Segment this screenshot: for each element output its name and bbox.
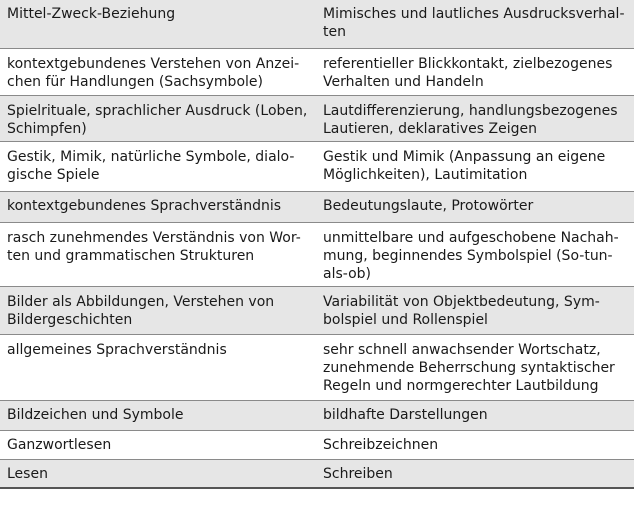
right-cell: referentieller Blickkontakt, zielbezogenes Verhalten und Handeln	[323, 55, 613, 90]
right-cell: Variabilität von Objektbedeutung, Sym- bolspiel und Rollenspiel	[323, 293, 600, 328]
left-cell: Lesen	[7, 465, 48, 482]
table-row	[0, 459, 634, 488]
table-row	[0, 48, 634, 95]
left-cell: Ganzwortlesen	[7, 436, 112, 453]
left-cell: Bildzeichen und Symbole	[7, 406, 184, 423]
right-cell: Schreibzeichnen	[323, 436, 439, 453]
right-cell: Lautdifferenzierung, handlungsbezogenes Lautieren, deklaratives Zeigen	[323, 102, 618, 137]
table-row	[0, 0, 634, 48]
left-cell: kontextgebundenes Sprachverständnis	[7, 197, 282, 214]
left-cell: Spielrituale, sprachlicher Ausdruck (Loben, Schimpfen)	[7, 102, 308, 137]
table-row	[0, 141, 634, 191]
table-row	[0, 400, 634, 430]
left-cell: Mittel-Zweck-Beziehung	[7, 6, 176, 22]
right-cell: unmittelbare und aufgeschobene Nachah- mung, beginnendes Symbolspiel (So-tun- als-ob)	[323, 229, 619, 282]
right-cell: Mimisches und lautliches Ausdrucksverhal- ten	[323, 6, 625, 40]
left-cell: rasch zunehmendes Verständnis von Wor- ten und grammatischen Strukturen	[7, 229, 301, 264]
table-row	[0, 222, 634, 286]
right-cell: bildhafte Darstellungen	[323, 406, 488, 423]
right-cell: sehr schnell anwachsender Wortschatz, zunehmende Beherrschung syntaktischer Regeln und normgerechter Lautbildung	[323, 341, 615, 394]
table-row	[0, 95, 634, 141]
table-row	[0, 286, 634, 334]
table-row	[0, 334, 634, 400]
left-cell: allgemeines Sprachverständnis	[7, 341, 227, 358]
right-cell: Bedeutungslaute, Protowörter	[323, 197, 534, 214]
right-cell: Gestik und Mimik (Anpassung an eigene Möglichkeiten), Lautimitation	[323, 148, 606, 183]
table-row	[0, 191, 634, 222]
left-cell: Bilder als Abbildungen, Verstehen von Bildergeschichten	[7, 293, 275, 328]
table-row	[0, 430, 634, 459]
left-cell: Gestik, Mimik, natürliche Symbole, dialo- gische Spiele	[7, 148, 295, 183]
right-cell: Schreiben	[323, 465, 393, 482]
left-cell: kontextgebundenes Verstehen von Anzei- chen für Handlungen (Sachsymbole)	[7, 55, 300, 90]
